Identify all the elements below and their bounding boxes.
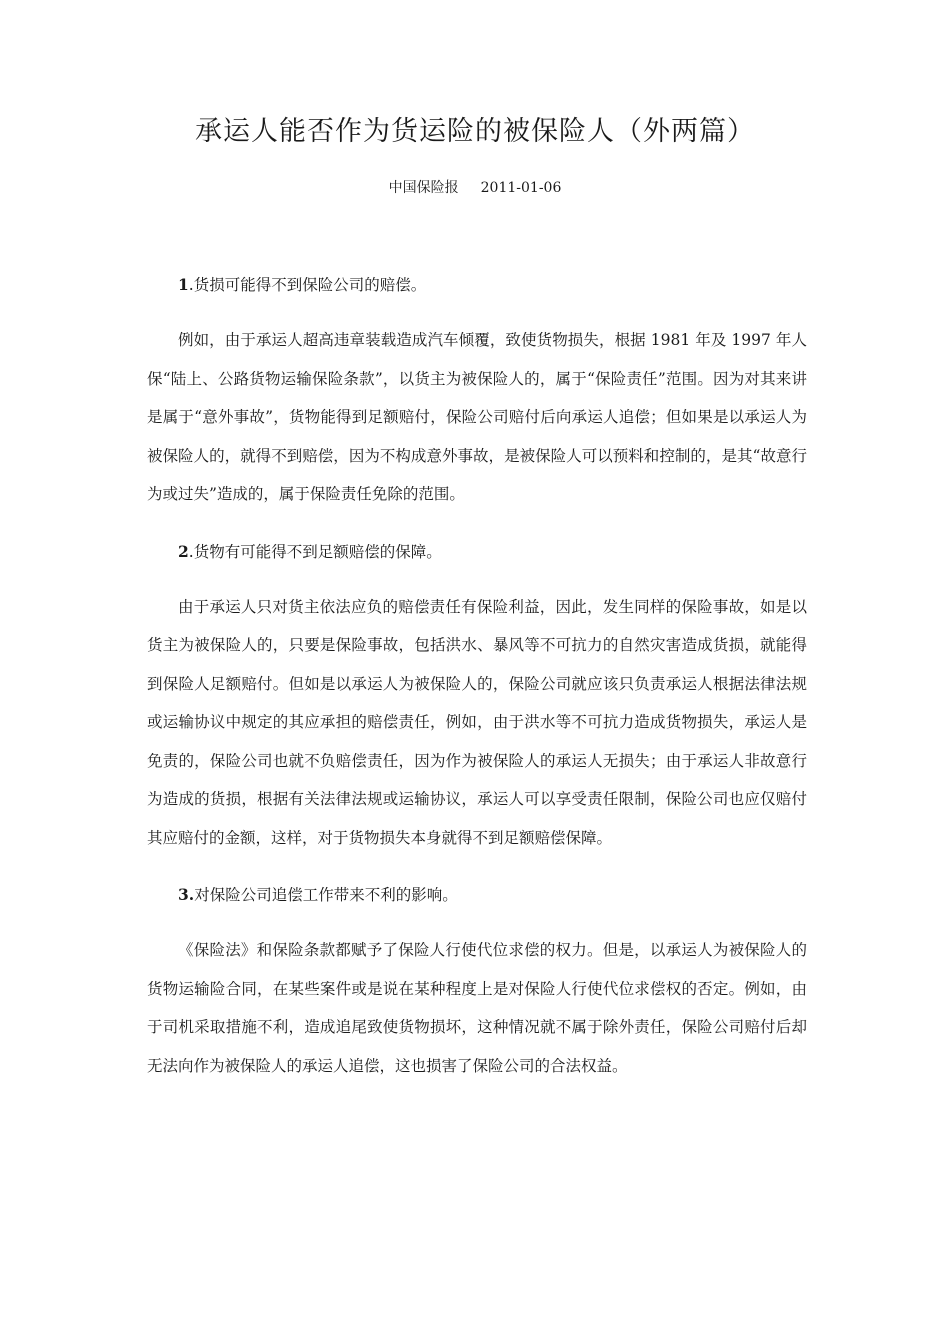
section-heading-text: 货损可能得不到保险公司的赔偿。 — [193, 276, 427, 294]
publish-date: 2011-01-06 — [480, 180, 562, 196]
section-paragraph-2: 由于承运人只对货主依法应负的赔偿责任有保险利益，因此，发生同样的保险事故，如是以货主为被保险人的，只要是保险事故，包括洪水、暴风等不可抗力的自然灾害造成货损，就能得到保险人足额赔付。但如是以承运人为被保险人的，保险公司就应该只负责承运人根据法律法规或运输协议中规定的其应承担的赔偿责任，例如，由于洪水等不可抗力造成货物损失，承运人是免责的，保险公司也就不负赔偿责任，因为作为被保险人的承运人无损失；由于承运人非故意行为造成的货损，根据有关法律法规或运输协议，承运人可以享受责任限制，保险公司也应仅赔付其应赔付的金额，这样，对于货物损失本身就得不到足额赔偿保障。 — [147, 597, 807, 847]
section-number: 3 — [178, 885, 189, 904]
section-number: 2 — [178, 541, 189, 561]
section-number-separator: . — [188, 885, 195, 904]
section-heading-text: 货物有可能得不到足额赔偿的保障。 — [193, 542, 442, 561]
section-heading-1 — [147, 268, 807, 302]
source-name: 中国保险报 — [388, 180, 459, 196]
section-heading-2 — [147, 535, 807, 569]
document-meta — [0, 178, 950, 198]
section-heading-text: 对保险公司追偿工作带来不利的影响。 — [194, 886, 458, 904]
section-number-separator: . — [188, 276, 194, 294]
section-number: 1 — [178, 275, 189, 294]
section-heading-3 — [147, 878, 807, 912]
section-number-separator: . — [188, 542, 194, 561]
document-title: 承运人能否作为货运险的被保险人（外两篇） — [195, 116, 755, 147]
section-paragraph-1: 例如，由于承运人超高违章装载造成汽车倾覆，致使货物损失，根据 1981 年及 1997 年人保“陆上、公路货物运输保险条款”，以货主为被保险人的，属于“保险责任”范围。因为对其来讲是属于“意外事故”，货物能得到足额赔付，保险公司赔付后向承运人追偿；但如果是以承运人为被保险人的，就得不到赔偿，因为不构成意外事故，是被保险人可以预料和控制的，是其“故意行为或过失”造成的，属于保险责任免除的范围。 — [147, 331, 807, 503]
section-paragraph-3: 《保险法》和保险条款都赋予了保险人行使代位求偿的权力。但是，以承运人为被保险人的货物运输险合同，在某些案件或是说在某种程度上是对保险人行使代位求偿权的否定。例如，由于司机采取措施不利，造成追尾致使货物损坏，这种情况就不属于除外责任，保险公司赔付后却无法向作为被保险人的承运人追偿，这也损害了保险公司的合法权益。 — [147, 941, 807, 1075]
article-body — [147, 268, 807, 1106]
